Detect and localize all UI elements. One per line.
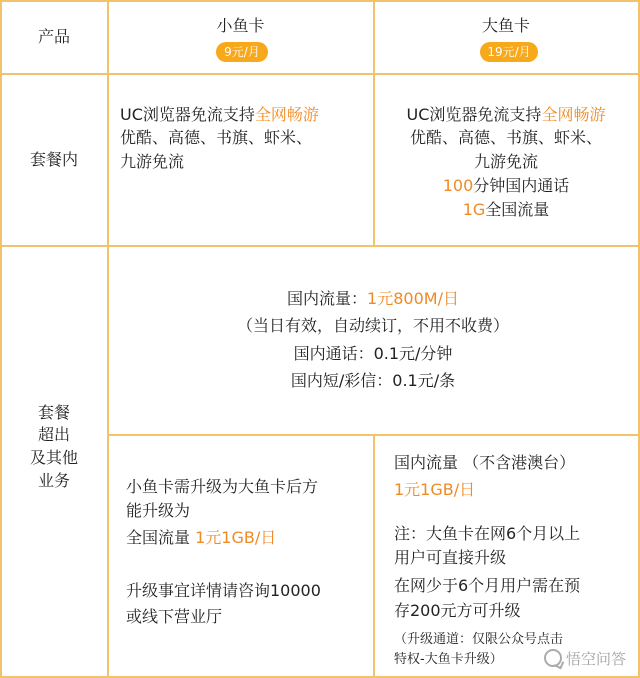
big-overage-line5: 在网少于6个月用户需在预 xyxy=(394,576,581,595)
big-package-line1-highlight: 全网畅游 xyxy=(541,105,606,124)
overage-label-line3: 及其他 xyxy=(29,448,78,467)
watermark-text: 悟空问答 xyxy=(565,649,626,668)
small-overage-line3-prefix: 全国流量 xyxy=(126,528,196,547)
shared-overage-line1-highlight: 1元800M/日 xyxy=(367,289,459,308)
product-label: 产品 xyxy=(37,27,70,46)
big-overage-line2: 1元1GB/日 xyxy=(394,480,476,499)
big-overage-line7: （升级通道：仅限公众号点击 xyxy=(394,632,564,647)
small-package-line1-prefix: UC浏览器免流支持 xyxy=(120,105,255,124)
table-line-top xyxy=(0,0,640,2)
small-overage-line1: 小鱼卡需升级为大鱼卡后方 xyxy=(126,477,319,496)
big-package-line5-highlight: 1G xyxy=(462,200,486,219)
shared-overage-line1-prefix: 国内流量： xyxy=(287,289,368,308)
big-package-line5-suffix: 全国流量 xyxy=(485,200,550,219)
big-card-price-badge: 19元/月 xyxy=(480,42,538,62)
table-line-left xyxy=(0,0,2,678)
big-package-line5 xyxy=(374,198,638,221)
small-package-line1 xyxy=(120,103,319,126)
small-package-line3: 九游免流 xyxy=(120,152,185,171)
small-overage-line3-highlight: 1元1GB/日 xyxy=(195,528,277,547)
big-package-line1-prefix: UC浏览器免流支持 xyxy=(406,105,542,124)
shared-overage-line1 xyxy=(108,287,638,310)
overage-label-line2: 超出 xyxy=(37,425,70,444)
shared-overage-line4: 国内短/彩信：0.1元/条 xyxy=(290,371,456,390)
big-overage-line1: 国内流量 （不含港澳台） xyxy=(394,453,576,472)
big-overage-line4: 用户可直接升级 xyxy=(394,548,507,567)
big-package-line4 xyxy=(374,174,638,197)
big-card-name: 大鱼卡 xyxy=(481,16,530,35)
big-package-line4-suffix: 分钟国内通话 xyxy=(473,176,570,195)
table-line-header-bottom xyxy=(0,73,640,75)
table-line-package-bottom xyxy=(0,245,640,247)
shared-overage-line3: 国内通话：0.1元/分钟 xyxy=(293,344,453,363)
big-package-line2: 优酷、高德、书旗、虾米、 xyxy=(409,128,602,147)
small-overage-line2: 能升级为 xyxy=(126,501,191,520)
big-package-line1 xyxy=(374,103,638,126)
small-package-line1-highlight: 全网畅游 xyxy=(254,105,319,124)
small-overage-line5: 或线下营业厅 xyxy=(126,607,223,626)
table-line-mid-bottom xyxy=(373,434,375,678)
overage-label-line4: 业务 xyxy=(37,471,70,490)
small-overage-line4: 升级事宜详情请咨询10000 xyxy=(126,581,321,600)
package-label: 套餐内 xyxy=(29,150,78,169)
wukong-watermark xyxy=(544,646,626,670)
big-overage-line8: 特权-大鱼卡升级） xyxy=(394,652,503,667)
shared-overage-line2: （当日有效，自动续订，不用不收费） xyxy=(236,316,509,335)
speech-bubble-icon xyxy=(544,649,562,667)
big-package-line3: 九游免流 xyxy=(473,152,538,171)
small-card-price-badge: 9元/月 xyxy=(216,42,268,62)
small-card-name: 小鱼卡 xyxy=(216,16,265,35)
big-overage-line6: 存200元方可升级 xyxy=(394,601,521,620)
big-overage-line3: 注：大鱼卡在网6个月以上 xyxy=(394,524,581,543)
big-package-line4-highlight: 100 xyxy=(442,176,474,195)
overage-label-line1: 套餐 xyxy=(37,403,70,422)
table-line-label-col xyxy=(107,0,109,678)
small-package-line2: 优酷、高德、书旗、虾米、 xyxy=(120,128,313,147)
small-overage-line3 xyxy=(126,526,276,549)
